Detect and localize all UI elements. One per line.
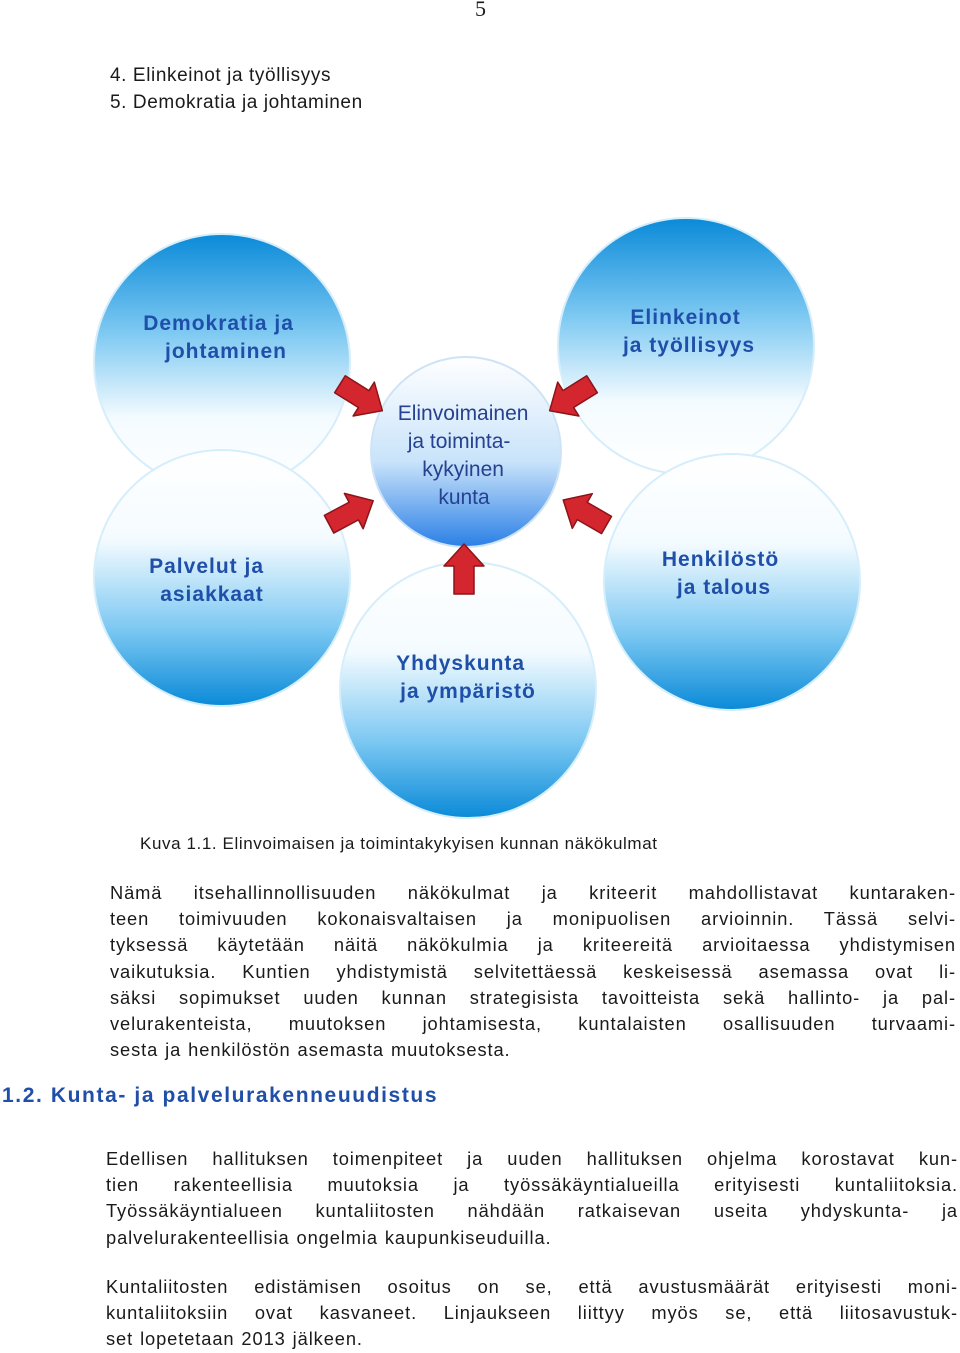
label-bottom-right: Henkilöstö ja talous [661, 548, 780, 599]
page-number: 5 [475, 0, 486, 21]
label-center: Elinvoimainen ja toiminta- kykyinen kunta [397, 402, 529, 509]
text-line: tyksessä käytetään näitä näkökulmia ja kriteereitä arvioitaessa yhdistymisen [110, 934, 956, 956]
toc-item: 5. Demokratia ja johtaminen [110, 92, 363, 113]
arrow-bottom-right-icon [553, 483, 616, 543]
toc-item: 4. Elinkeinot ja työllisyys [110, 65, 332, 86]
text-line: set lopetetaan 2013 jälkeen. [106, 1328, 363, 1350]
text-line: Kuntaliitosten edistämisen osoitus on se, että avustusmäärät erityisesti moni- [106, 1276, 958, 1297]
body-paragraph [106, 1274, 958, 1353]
body-paragraph [106, 1146, 958, 1251]
text-line: Edellisen hallituksen toimenpiteet ja uuden hallituksen ohjelma korostavat kun- [106, 1148, 958, 1169]
text-line: kuntaliitoksiin ovat kasvaneet. Linjaukseen liittyy myös se, että liitosavustuk- [106, 1302, 958, 1324]
label-bottom: Yhdyskunta ja ympäristö [396, 652, 536, 703]
text-line: vaikutuksia. Kuntien yhdistymistä selvitettäessä keskeisessä asemassa ovat li- [110, 960, 956, 982]
section-heading: 1.2. Kunta- ja palvelurakenneuudistus [2, 1084, 439, 1107]
figure-caption: Kuva 1.1. Elinvoimaisen ja toimintakykyisen kunnan näkökulmat [140, 834, 658, 853]
label-top-right: Elinkeinot ja työllisyys [622, 306, 756, 357]
body-paragraph [110, 880, 956, 1063]
text-line: teen toimivuuden kokonaisvaltaisen ja monipuolisen arvioinnin. Tässä selvi- [110, 908, 956, 930]
text-line: tien rakenteellisia muutoksia ja työssäkäyntialueilla erityisesti kuntaliitoksia. [106, 1174, 958, 1196]
label-bottom-left: Palvelut ja asiakkaat [149, 555, 265, 606]
text-line: velurakenteista, muutoksen johtamisesta, kuntalaisten osallisuuden turvaami- [110, 1013, 956, 1035]
label-top-left: Demokratia ja johtaminen [143, 312, 294, 363]
text-line: Nämä itsehallinnollisuuden näkökulmat ja kriteerit mahdollistavat kuntaraken- [110, 882, 956, 903]
text-line: palvelurakenteellisia ongelmia kaupunkiseuduilla. [106, 1226, 552, 1248]
text-line: säksi sopimukset uuden kunnan strategisista tavoitteista sekä hallinto- ja pal- [110, 986, 956, 1008]
text-line: Työssäkäyntialueen kuntaliitosten nähdään ratkaisevan useita yhdyskunta- ja [106, 1200, 958, 1222]
text-line: sesta ja henkilöstön asemasta muutoksesta. [110, 1039, 511, 1061]
circle-bottom-left [94, 450, 350, 706]
